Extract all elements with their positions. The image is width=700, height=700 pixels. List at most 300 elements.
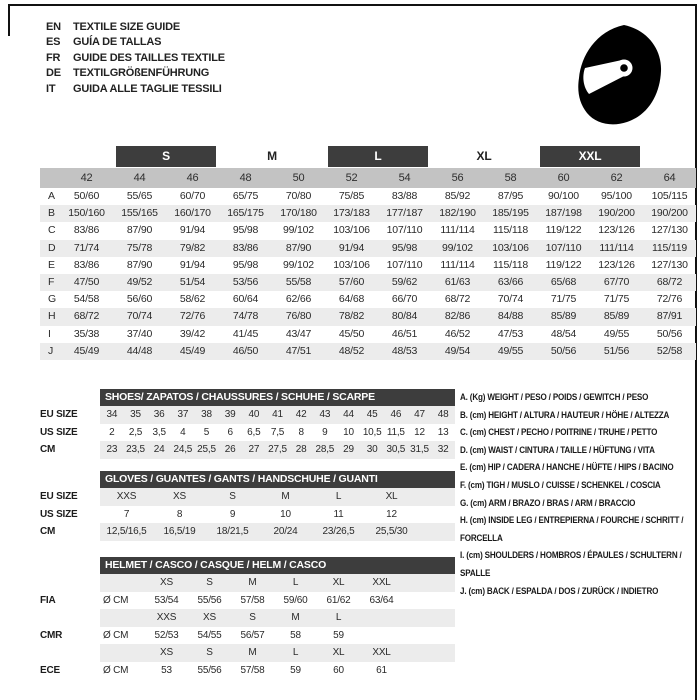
value-cell: XS <box>160 577 173 589</box>
value-cell: XXS <box>156 612 177 624</box>
size-row-f <box>40 274 696 291</box>
size-value: 70/74 <box>497 293 524 306</box>
size-value: 60/64 <box>232 293 259 306</box>
sub-row-ece <box>40 662 455 680</box>
value-cell: 53 <box>161 664 172 676</box>
size-value: 45/49 <box>179 344 206 357</box>
language-code: DE <box>46 67 61 80</box>
language-row <box>46 35 225 51</box>
sub-row-sizes-0 <box>40 574 455 592</box>
value-cell: Ø CM <box>103 664 129 676</box>
sub-row-values <box>100 523 455 541</box>
size-value: 99/102 <box>442 241 473 254</box>
size-row-b <box>40 205 696 222</box>
value-cell: 57/58 <box>240 664 265 676</box>
value-cell: 53/54 <box>154 594 179 606</box>
sub-row-label: CMR <box>40 629 63 641</box>
value-cell: Ø CM <box>103 629 129 641</box>
size-value: 105/115 <box>651 190 688 202</box>
value-cell: 12,5/16,5 <box>106 526 147 538</box>
value-cell: 2,5 <box>128 426 143 438</box>
size-value: 187/198 <box>545 207 582 220</box>
size-value: 46/50 <box>232 344 259 357</box>
language-list <box>46 19 225 97</box>
value-cell: 26 <box>224 444 236 456</box>
value-cell: 24,5 <box>173 444 193 456</box>
size-value: 91/94 <box>179 258 206 271</box>
size-value: 53/56 <box>232 275 259 288</box>
value-cell: 58 <box>290 629 301 641</box>
value-cell: 32 <box>437 444 449 456</box>
size-value: 50/60 <box>73 190 100 202</box>
sub-row-label: US SIZE <box>40 508 78 520</box>
size-value: 177/187 <box>386 207 423 220</box>
size-value: 75/78 <box>126 241 153 254</box>
value-cell: 59 <box>333 629 344 641</box>
sub-row-label <box>40 644 100 662</box>
shoes-table <box>40 389 455 459</box>
row-label: C <box>48 224 56 237</box>
value-cell: 6,5 <box>247 426 261 438</box>
size-group-s: S <box>116 146 216 167</box>
value-cell: XL <box>332 647 345 659</box>
legend-item-c: C. (cm) CHEST / PECHO / POITRINE / TRUHE / PETTO <box>460 427 658 439</box>
size-value: 85/89 <box>550 310 577 323</box>
value-cell: 61 <box>376 664 387 676</box>
size-value: 83/88 <box>391 190 418 202</box>
size-row-e <box>40 257 696 274</box>
size-value: 182/190 <box>439 207 476 220</box>
legend-item-h: H. (cm) INSIDE LEG / ENTREPIERNA / FOURCHE / SCHRITT / FORCELLA <box>460 515 684 544</box>
sub-row-fia <box>40 592 455 610</box>
value-cell: 23/26,5 <box>322 526 355 538</box>
value-cell: M <box>281 491 290 503</box>
size-value: 173/183 <box>333 207 370 220</box>
size-value: 190/200 <box>598 207 635 220</box>
size-group-xxl: XXL <box>540 146 640 167</box>
column-header-54: 54 <box>398 172 411 184</box>
size-value: 67/70 <box>603 275 630 288</box>
value-cell: 11,5 <box>386 426 405 438</box>
value-cell: 10,5 <box>362 426 382 438</box>
size-row-j <box>40 343 696 360</box>
value-cell: 57/58 <box>240 594 265 606</box>
size-value: 95/98 <box>391 241 418 254</box>
sub-row-values <box>100 627 455 645</box>
value-cell: 10 <box>343 426 354 438</box>
size-value: 71/75 <box>603 293 630 306</box>
size-value: 55/65 <box>126 190 153 202</box>
size-value: 39/42 <box>179 327 206 340</box>
value-cell: S <box>206 577 213 589</box>
sub-row-us-size <box>40 506 455 524</box>
size-value: 115/119 <box>652 241 687 254</box>
value-cell: L <box>335 491 342 503</box>
size-value: 65/75 <box>232 190 259 202</box>
size-value: 72/76 <box>179 310 206 323</box>
value-cell: 55/56 <box>197 594 222 606</box>
page-border-left <box>8 4 10 36</box>
language-code: IT <box>46 82 56 95</box>
sub-row-label: US SIZE <box>40 426 78 438</box>
row-label: A <box>48 190 55 202</box>
size-value: 107/110 <box>545 241 582 254</box>
value-cell: 4 <box>180 426 186 438</box>
value-cell: S <box>206 647 213 659</box>
sub-row-cmr <box>40 627 455 645</box>
size-value: 45/50 <box>338 327 365 340</box>
sub-row-us-size <box>40 424 455 442</box>
size-value: 90/100 <box>548 190 579 202</box>
size-group-xl: XL <box>476 149 492 163</box>
size-value: 68/72 <box>73 310 100 323</box>
value-cell: 29 <box>343 444 354 456</box>
size-value: 72/76 <box>656 293 683 306</box>
value-cell: S <box>229 491 236 503</box>
size-value: 99/102 <box>283 224 314 237</box>
value-cell: 45 <box>366 409 378 421</box>
size-value: 82/86 <box>444 310 471 323</box>
size-value: 107/110 <box>386 258 423 271</box>
sub-row-values <box>100 662 455 680</box>
row-label: J <box>48 344 54 357</box>
value-cell: XS <box>203 612 216 624</box>
value-cell: XS <box>160 647 173 659</box>
value-cell: 28,5 <box>315 444 335 456</box>
value-cell: 44 <box>343 409 354 421</box>
size-value: 49/54 <box>444 344 471 357</box>
size-value: 76/80 <box>285 310 312 323</box>
size-value: 49/55 <box>603 327 630 340</box>
value-cell: 39 <box>224 409 236 421</box>
size-value: 85/92 <box>444 190 471 202</box>
value-cell: 60 <box>333 664 344 676</box>
value-cell: 30 <box>366 444 378 456</box>
sub-row-label: EU SIZE <box>40 491 78 502</box>
value-cell: 24 <box>153 444 165 456</box>
row-label: E <box>48 258 55 271</box>
value-cell: 56/57 <box>240 629 265 641</box>
sub-row-values <box>100 406 455 424</box>
size-value: 115/118 <box>493 224 528 237</box>
size-value: 65/68 <box>550 275 577 288</box>
size-value: 95/98 <box>232 258 259 271</box>
size-value: 185/195 <box>492 207 529 220</box>
value-cell: 9 <box>322 426 328 438</box>
value-cell: M <box>248 647 257 659</box>
size-value: 66/70 <box>391 293 418 306</box>
size-value: 127/130 <box>651 224 688 237</box>
value-cell: L <box>292 577 299 589</box>
size-value: 49/55 <box>497 344 524 357</box>
size-value: 71/74 <box>73 241 100 254</box>
value-cell: 28 <box>295 444 307 456</box>
value-cell: 54/55 <box>197 629 222 641</box>
size-value: 127/130 <box>651 258 688 271</box>
value-cell: M <box>248 577 257 589</box>
size-value: 87/90 <box>126 258 153 271</box>
size-value: 70/80 <box>285 190 312 202</box>
size-value: 95/100 <box>601 190 632 202</box>
size-value: 103/106 <box>333 258 370 271</box>
size-group-row <box>40 145 696 168</box>
legend-item-g: G. (cm) ARM / BRAZO / BRAS / ARM / BRACCIO <box>460 497 636 509</box>
sub-table-title: SHOES/ ZAPATOS / CHAUSSURES / SCHUHE / SCARPE <box>100 389 455 406</box>
sub-row-values <box>100 644 455 662</box>
value-cell: 25,5/30 <box>375 526 408 538</box>
size-value: 83/86 <box>73 258 100 271</box>
row-label: G <box>48 293 56 306</box>
column-header-44: 44 <box>133 172 146 184</box>
sub-row-label: CM <box>40 444 56 455</box>
column-header-58: 58 <box>504 172 517 184</box>
size-value: 54/58 <box>73 293 100 306</box>
value-cell: 46 <box>390 409 402 421</box>
size-value: 115/118 <box>493 258 528 271</box>
column-header-42: 42 <box>80 172 93 184</box>
sub-row-values <box>100 574 455 592</box>
size-value: 48/52 <box>338 344 365 357</box>
value-cell: 8 <box>176 508 183 520</box>
size-value: 123/126 <box>598 224 635 237</box>
value-cell: 3,5 <box>152 426 166 438</box>
size-value: 46/52 <box>444 327 471 340</box>
value-cell: 30,5 <box>386 444 406 456</box>
language-code: EN <box>46 20 61 33</box>
sub-row-values <box>100 424 455 442</box>
sub-row-label <box>40 609 100 627</box>
value-cell: 27,5 <box>268 444 287 456</box>
value-cell: 41 <box>272 409 283 421</box>
value-cell: 31,5 <box>410 444 429 456</box>
size-row-a <box>40 188 696 205</box>
language-code: ES <box>46 36 61 49</box>
value-cell: 55/56 <box>197 664 222 676</box>
sub-row-eu-size <box>40 488 455 506</box>
value-cell: 40 <box>248 409 260 421</box>
legend-item-e: E. (cm) HIP / CADERA / HANCHE / HÜFTE / HIPS / BACINO <box>460 462 674 474</box>
value-cell: XXS <box>116 491 137 503</box>
page-border-top <box>8 4 697 6</box>
legend-item-i: I. (cm) SHOULDERS / HOMBROS / ÉPAULES / SCHULTERN / SPALLE <box>460 550 682 579</box>
language-row <box>46 66 225 82</box>
value-cell: 9 <box>229 508 236 520</box>
value-cell: L <box>335 612 342 624</box>
value-cell: 38 <box>201 409 212 421</box>
size-value: 50/56 <box>550 344 577 357</box>
row-label: F <box>48 275 55 288</box>
size-value: 111/114 <box>440 258 475 271</box>
size-row-c <box>40 222 696 239</box>
size-value: 46/51 <box>391 327 418 340</box>
size-row-d <box>40 240 696 257</box>
value-cell: 37 <box>177 409 189 421</box>
helmet-size-table <box>40 557 455 679</box>
value-cell: 11 <box>333 508 344 520</box>
size-value: 111/114 <box>599 241 634 254</box>
size-row-h <box>40 308 696 325</box>
size-group-l: L <box>328 146 428 167</box>
value-cell: M <box>291 612 300 624</box>
value-cell: 7 <box>123 508 130 520</box>
value-cell: 36 <box>153 409 165 421</box>
size-value: 63/66 <box>497 275 524 288</box>
value-cell: XL <box>332 577 345 589</box>
column-header-50: 50 <box>292 172 305 184</box>
size-value: 68/72 <box>444 293 471 306</box>
size-value: 83/86 <box>232 241 259 254</box>
value-cell: XXL <box>372 577 391 589</box>
value-cell: 5 <box>203 426 210 438</box>
gloves-table <box>40 471 455 541</box>
value-cell: 23 <box>106 444 118 456</box>
size-value: 70/74 <box>126 310 153 323</box>
size-value: 74/78 <box>232 310 259 323</box>
sub-row-values <box>100 488 455 506</box>
sub-table-title: HELMET / CASCO / CASQUE / HELM / CASCO <box>100 557 455 574</box>
sub-table-title: GLOVES / GUANTES / GANTS / HANDSCHUHE / GUANTI <box>100 471 455 488</box>
value-cell: 7,5 <box>270 426 285 438</box>
value-cell: 47 <box>414 409 425 421</box>
sub-row-label: FIA <box>40 594 56 606</box>
value-cell: L <box>292 647 299 659</box>
legend-item-f: F. (cm) TIGH / MUSLO / CUISSE / SCHENKEL / COSCIA <box>460 479 661 491</box>
size-value: 160/170 <box>174 207 211 220</box>
column-header-52: 52 <box>345 172 358 184</box>
size-value: 119/122 <box>545 258 582 271</box>
size-value: 95/98 <box>232 224 259 237</box>
value-cell: 23,5 <box>126 444 145 456</box>
main-table-body <box>40 188 696 360</box>
size-value: 155/165 <box>121 207 158 220</box>
size-value: 87/90 <box>285 241 312 254</box>
value-cell: 10 <box>280 508 291 520</box>
size-value: 103/106 <box>333 224 370 237</box>
column-spacer <box>40 168 60 188</box>
size-value: 50/56 <box>656 327 683 340</box>
value-cell: 34 <box>106 409 118 421</box>
size-value: 51/56 <box>603 344 630 357</box>
size-value: 43/47 <box>285 327 312 340</box>
sub-row-values <box>100 441 455 459</box>
size-value: 83/86 <box>73 224 100 237</box>
row-label: D <box>48 241 56 254</box>
textile-size-table <box>40 145 696 360</box>
size-value: 91/94 <box>179 224 206 237</box>
size-value: 123/126 <box>598 258 635 271</box>
value-cell: Ø CM <box>103 594 129 606</box>
column-header-62: 62 <box>610 172 623 184</box>
size-value: 62/66 <box>285 293 312 306</box>
sub-row-eu-size <box>40 406 455 424</box>
value-cell: 6 <box>227 426 233 438</box>
size-value: 61/63 <box>444 275 471 288</box>
size-value: 41/45 <box>232 327 259 340</box>
size-value: 107/110 <box>386 224 423 237</box>
value-cell: 16,5/19 <box>163 526 196 538</box>
size-value: 165/175 <box>227 207 264 220</box>
value-cell: 20/24 <box>273 526 298 538</box>
legend-item-j: J. (cm) BACK / ESPALDA / DOS / ZURÜCK / INDIETRO <box>460 585 659 597</box>
language-title: GUÍA DE TALLAS <box>73 36 162 49</box>
size-value: 71/75 <box>550 293 577 306</box>
sub-row-label: EU SIZE <box>40 409 78 420</box>
language-title: GUIDA ALLE TAGLIE TESSILI <box>73 82 222 95</box>
size-value: 48/54 <box>550 327 577 340</box>
legend-item-a: A. (Kg) WEIGHT / PESO / POIDS / GEWITCH / PESO <box>460 392 649 403</box>
value-cell: 48 <box>437 409 449 421</box>
size-value: 75/85 <box>338 190 365 202</box>
value-cell: 12 <box>414 426 425 438</box>
value-cell: 12 <box>386 508 397 520</box>
column-header-row <box>40 168 696 188</box>
sub-row-values <box>100 609 455 627</box>
size-value: 60/70 <box>179 190 206 202</box>
size-value: 79/82 <box>179 241 206 254</box>
size-value: 47/50 <box>73 275 100 288</box>
sub-row-cm <box>40 441 455 459</box>
value-cell: 2 <box>109 426 115 438</box>
size-value: 190/200 <box>651 207 688 220</box>
language-title: TEXTILE SIZE GUIDE <box>73 20 181 33</box>
value-cell: 59 <box>290 664 301 676</box>
value-cell: 18/21,5 <box>216 526 249 538</box>
language-title: TEXTILGRÖßENFÜHRUNG <box>73 67 210 80</box>
size-value: 68/72 <box>656 275 683 288</box>
value-cell: XS <box>173 491 186 503</box>
size-value: 103/106 <box>492 241 529 254</box>
language-row <box>46 19 225 35</box>
row-label: I <box>48 327 51 340</box>
size-value: 87/95 <box>497 190 524 202</box>
size-group-m: M <box>267 149 277 163</box>
sub-row-label: ECE <box>40 664 60 676</box>
size-value: 47/51 <box>285 344 312 357</box>
size-value: 59/62 <box>391 275 418 288</box>
value-cell: 63/64 <box>369 594 394 606</box>
column-header-64: 64 <box>663 172 676 184</box>
size-value: 51/54 <box>179 275 206 288</box>
sub-row-label <box>40 574 100 592</box>
size-value: 57/60 <box>338 275 365 288</box>
size-row-g <box>40 291 696 308</box>
column-header-60: 60 <box>557 172 570 184</box>
value-cell: 35 <box>130 409 141 421</box>
measurement-legend <box>460 389 700 600</box>
row-label: H <box>48 310 56 323</box>
value-cell: S <box>249 612 256 624</box>
column-header-56: 56 <box>451 172 464 184</box>
column-header-48: 48 <box>239 172 252 184</box>
language-code: FR <box>46 51 61 64</box>
legend-item-d: D. (cm) WAIST / CINTURA / TAILLE / HÜFTUNG / VITA <box>460 444 655 456</box>
value-cell: 13 <box>437 426 449 438</box>
size-value: 78/82 <box>338 310 365 323</box>
size-value: 37/40 <box>126 327 153 340</box>
size-value: 84/88 <box>497 310 524 323</box>
size-value: 55/58 <box>285 275 312 288</box>
size-value: 35/38 <box>73 327 100 340</box>
size-value: 111/114 <box>440 224 475 237</box>
size-value: 64/68 <box>338 293 365 306</box>
size-value: 87/91 <box>656 310 683 323</box>
sub-row-label: CM <box>40 526 56 537</box>
size-value: 47/53 <box>497 327 524 340</box>
value-cell: 43 <box>319 409 331 421</box>
value-cell: 52/53 <box>154 629 179 641</box>
value-cell: XL <box>385 491 398 503</box>
legend-item-b: B. (cm) HEIGHT / ALTURA / HAUTEUR / HÖHE / ALTEZZA <box>460 409 670 421</box>
